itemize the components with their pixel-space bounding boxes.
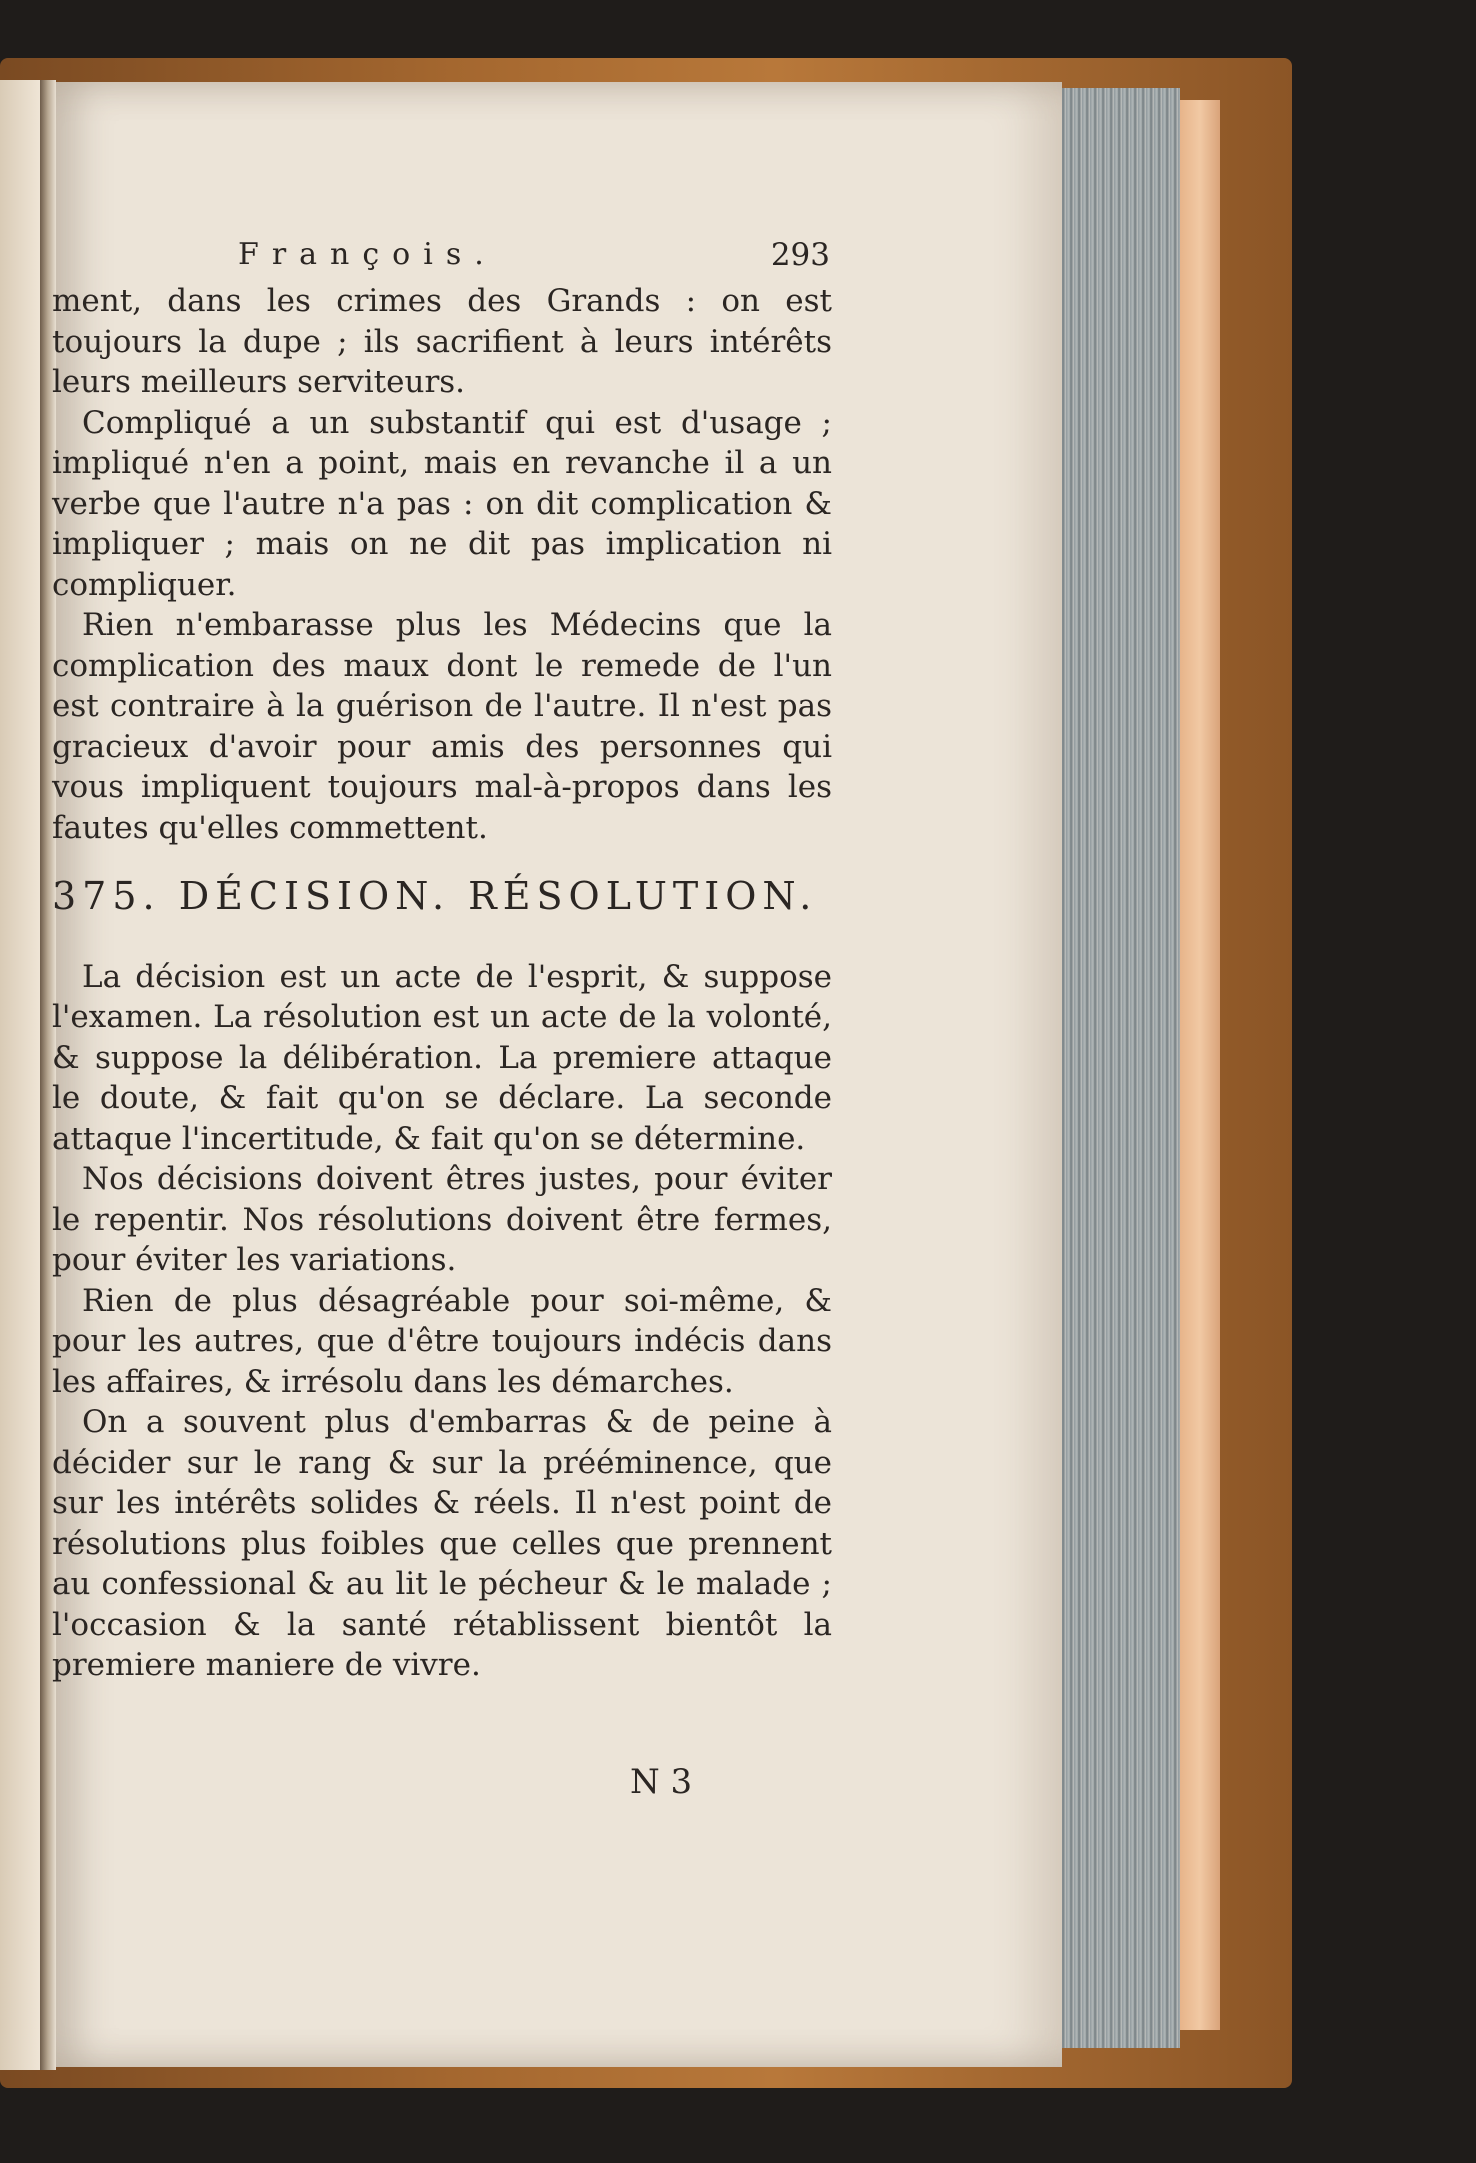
paragraph: Compliqué a un substantif qui est d'usage ; impliqué n'en a point, mais en revanche il a un verbe que l'autre n'a pas : on dit complication & impliquer ; mais on ne dit pas implication ni compliquer. <box>52 404 832 603</box>
page-text <box>52 235 832 1686</box>
paragraph: On a souvent plus d'embarras & de peine à décider sur le rang & sur la prééminence, que sur les intérêts solides & réels. Il n'est point de résolutions plus foibles que celles que prennent au confessional & au lit le pécheur & le malade ; l'occasion & la santé rétablissent bientôt la premiere maniere de vivre. <box>52 1404 832 1683</box>
paragraph: ment, dans les crimes des Grands : on est toujours la dupe ; ils sacrifient à leurs intérêts leurs meilleurs serviteurs. <box>52 283 832 400</box>
paragraph: Rien n'embarasse plus les Médecins que la complication des maux dont le remede de l'un est contraire à la guérison de l'autre. Il n'est pas gracieux d'avoir pour amis des personnes qui vous impliquent toujours mal-à-propos dans les fautes qu'elles commettent. <box>52 607 832 846</box>
page-block-edge-tan <box>1180 100 1220 2030</box>
signature-mark: N 3 <box>630 1762 693 1802</box>
facing-page-edge <box>0 80 40 2070</box>
paragraph: Nos décisions doivent êtres justes, pour éviter le repentir. Nos résolutions doivent être fermes, pour éviter les variations. <box>52 1161 832 1278</box>
page-number: 293 <box>770 237 830 273</box>
paragraph: La décision est un acte de l'esprit, & suppose l'examen. La résolution est un acte de la volonté, & suppose la délibération. La premiere attaque le doute, & fait qu'on se déclare. La seconde attaque l'incertitude, & fait qu'on se détermine. <box>52 958 832 1157</box>
paragraph: Rien de plus désagréable pour soi-même, & pour les autres, que d'être toujours indécis dans les affaires, & irrésolu dans les démarches. <box>52 1282 832 1400</box>
running-head <box>52 235 832 279</box>
page-block-edge <box>1050 88 1180 2048</box>
section-heading: 375. DÉCISION. RÉSOLUTION. <box>52 874 818 918</box>
running-title: François. <box>238 237 497 272</box>
